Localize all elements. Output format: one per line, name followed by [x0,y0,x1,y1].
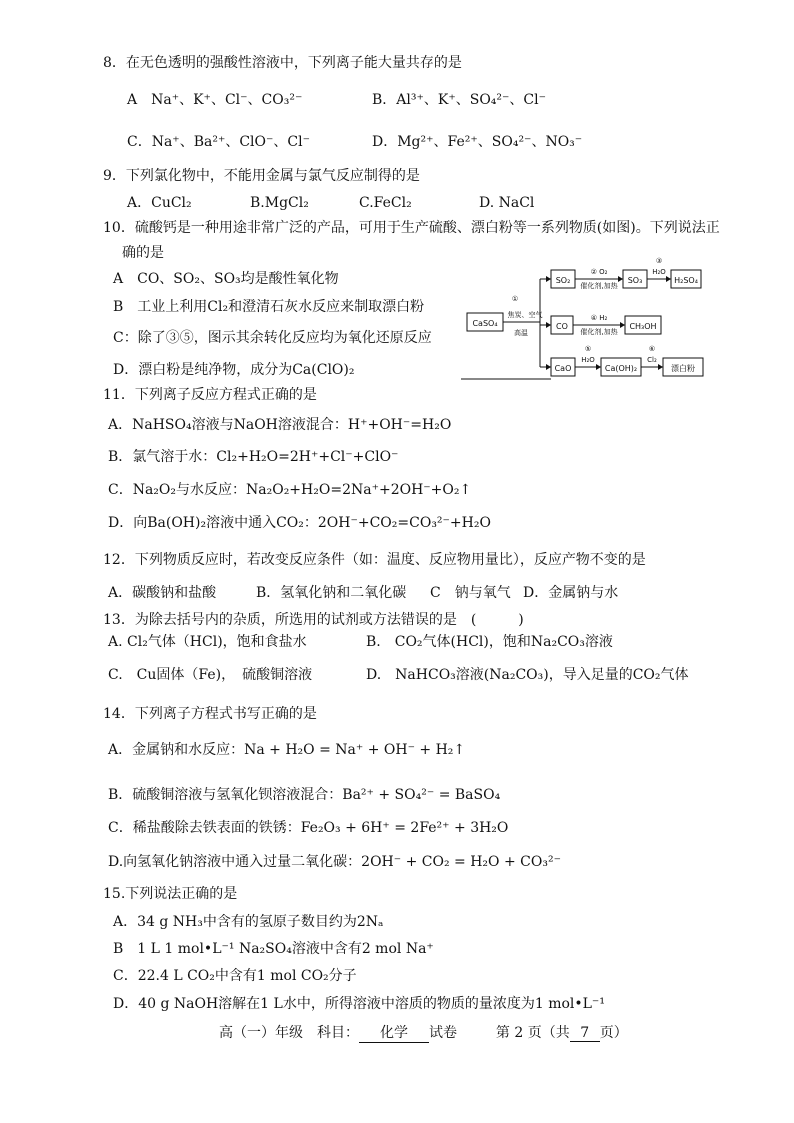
q15-option-a: A．34 g NH₃中含有的氢原子数目约为2Nₐ [113,914,384,930]
q14-option-c: C．稀盐酸除去铁表面的铁锈：Fe₂O₃ + 6H⁺ = 2Fe²⁺ + 3H₂O [108,820,509,836]
q11-stem: 11．下列离子反应方程式正确的是 [103,387,317,403]
q12-option-c: C 钠与氧气 [430,585,511,601]
label-step1-num: ① [511,295,519,303]
label-step2-condition: 催化剂,加热 [580,282,618,290]
caso4-conversion-diagram [455,255,715,385]
label-step6-num: ⑥ [648,345,656,353]
q10-option-c: C：除了③⑤，图示其余转化反应均为氧化还原反应 [113,330,432,346]
q8-option-c: C．Na⁺、Ba²⁺、ClO⁻、Cl⁻ [127,134,310,150]
q12-option-d: D．金属钠与水 [523,585,619,601]
q15-stem: 15.下列说法正确的是 [103,886,238,902]
label-step3: H₂O [652,268,666,276]
q14-option-a: A．金属钠和水反应：Na + H₂O = Na⁺ + OH⁻ + H₂↑ [108,742,466,758]
footer-page-suffix: 页） [599,1025,628,1041]
node-caso4: CaSO₄ [472,319,498,328]
q14-stem: 14．下列离子方程式书写正确的是 [103,706,317,722]
label-step4-condition: 催化剂,加热 [580,328,618,336]
q12-stem: 12．下列物质反应时，若改变反应条件（如：温度、反应物用量比），反应产物不变的是 [103,552,646,568]
label-step3-num: ③ [655,257,663,265]
q15-option-b: B 1 L 1 mol•L⁻¹ Na₂SO₄溶液中含有2 mol Na⁺ [113,941,434,957]
node-so3: SO₃ [627,276,643,285]
node-caoh2: Ca(OH)₂ [604,364,638,373]
q8-stem: 8．在无色透明的强酸性溶液中，下列离子能大量共存的是 [103,55,462,71]
q13-option-a: A. Cl₂气体（HCl)，饱和食盐水 [108,634,307,650]
node-bleach-powder: 漂白粉 [671,364,695,373]
label-step5-num: ⑤ [584,345,592,353]
q14-option-b: B．硫酸铜溶液与氢氧化钡溶液混合：Ba²⁺ + SO₄²⁻ = BaSO₄ [108,787,501,803]
footer-subject: 化学 [359,1022,429,1043]
q13-option-b: B. CO₂气体(HCl)，饱和Na₂CO₃溶液 [366,634,613,650]
q13-option-d: D. NaHCO₃溶液(Na₂CO₃)，导入足量的CO₂气体 [366,667,689,683]
node-cao: CaO [554,364,572,373]
q11-option-d: D．向Ba(OH)₂溶液中通入CO₂：2OH⁻+CO₂=CO₃²⁻+H₂O [108,515,491,531]
node-co: CO [556,322,568,331]
q10-option-d: D．漂白粉是纯净物，成分为Ca(ClO)₂ [113,362,355,378]
q15-option-c: C．22.4 L CO₂中含有1 mol CO₂分子 [113,968,357,984]
label-step1-top: 焦炭、空气 [507,311,543,319]
q14-option-d: D.向氢氧化钠溶液中通入过量二氧化碳：2OH⁻ + CO₂ = H₂O + CO₃²⁻ [108,854,561,870]
q8-option-b: B．Al³⁺、K⁺、SO₄²⁻、Cl⁻ [372,92,546,108]
q15-option-d: D．40 g NaOH溶解在1 L水中，所得溶液中溶质的物质的量浓度为1 mol•L⁻¹ [113,996,605,1012]
q9-option-a: A．CuCl₂ [127,195,192,211]
q9-stem: 9．下列氯化物中，不能用金属与氯气反应制得的是 [103,168,420,184]
q12-option-a: A．碳酸钠和盐酸 [108,585,217,601]
label-step6: Cl₂ [647,356,657,364]
q9-option-c: C.FeCl₂ [359,195,412,211]
label-step5: H₂O [581,356,595,364]
page-footer [219,1022,628,1043]
q9-option-b: B.MgCl₂ [250,195,309,211]
label-step2: ② O₂ [590,268,608,276]
q13-stem: 13．为除去括号内的杂质，所选用的试剂或方法错误的是 ( ) [103,612,524,628]
footer-total-pages: 7 [570,1025,600,1042]
footer-grade: 高（一）年级 科目： [219,1025,359,1041]
q13-option-c: C. Cu固体（Fe)， 硫酸铜溶液 [108,667,313,683]
footer-paper-suffix: 试卷 [429,1025,457,1041]
q11-option-b: B．氯气溶于水：Cl₂+H₂O=2H⁺+Cl⁻+ClO⁻ [108,449,399,465]
q10-option-b: B 工业上利用Cl₂和澄清石灰水反应来制取漂白粉 [113,299,425,315]
q10-option-a: A CO、SO₂、SO₃均是酸性氧化物 [113,271,339,287]
node-so2: SO₂ [555,276,571,285]
label-step1-bottom: 高温 [514,329,528,337]
footer-page-prefix: 第 2 页（共 [495,1025,570,1041]
q8-option-a: A Na⁺、K⁺、Cl⁻、CO₃²⁻ [127,92,303,108]
q11-option-c: C．Na₂O₂与水反应：Na₂O₂+H₂O=2Na⁺+2OH⁻+O₂↑ [108,482,472,498]
node-h2so4: H₂SO₄ [674,276,698,285]
q8-option-d: D．Mg²⁺、Fe²⁺、SO₄²⁻、NO₃⁻ [372,134,583,150]
q12-option-b: B．氢氧化钠和二氧化碳 [256,585,407,601]
node-ch3oh: CH₃OH [629,322,657,331]
q10-stem-line2: 确的是 [122,245,164,261]
q11-option-a: A．NaHSO₄溶液与NaOH溶液混合：H⁺+OH⁻=H₂O [108,417,452,433]
q10-stem-line1: 10．硫酸钙是一种用途非常广泛的产品，可用于生产硫酸、漂白粉等一系列物质(如图)。下列说法正 [103,220,720,236]
label-step4: ④ H₂ [590,314,608,322]
q9-option-d: D. NaCl [479,195,535,211]
